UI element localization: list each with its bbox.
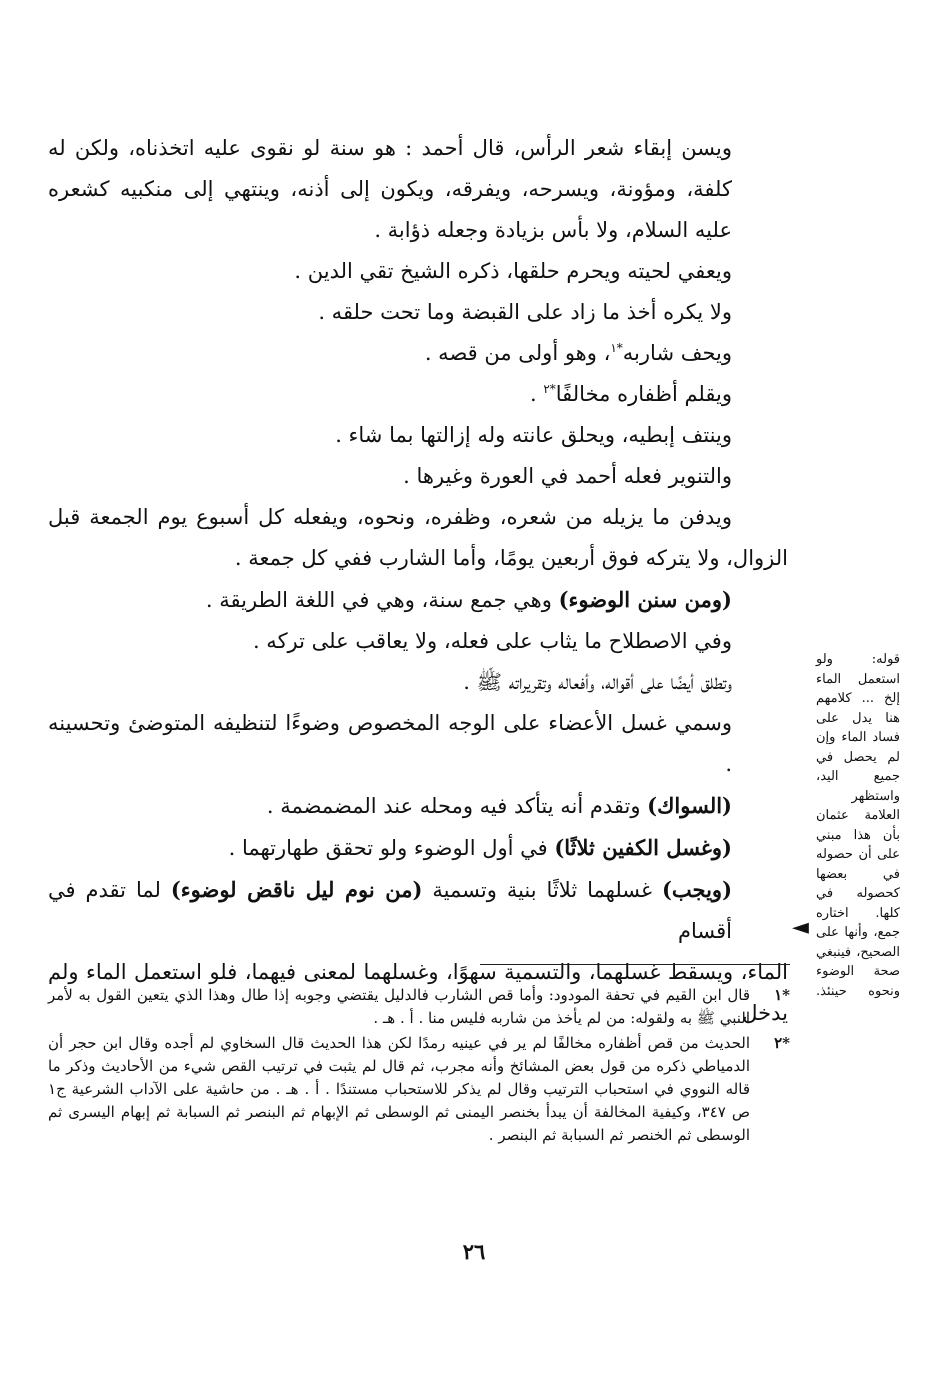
footnote-mark: *٢ [774,1034,790,1052]
paragraph-moustache: ويحف شاربه$^{*١}$، وهو أولى من قصه . [424,341,732,365]
paragraph-siwak: (السواك) وتقدم أنه يتأكد فيه ومحله عند المضمضمة . [266,793,732,818]
paragraph-sunan-heading: (ومن سنن الوضوء) وهي جمع سنة، وهي في اللغة الطريقة . [205,587,732,612]
footnote-divider [480,964,790,965]
margin-note: قوله: ولو استعمل الماء إلخ ... كلامهم هنا يدل على فساد الماء وإن لم يحصل في جميع اليد، واستظهر العلامة عثمان بأن هذا مبني على أن حصوله في بعضها كحصوله في كلها. اختاره جمع، وأنها على الصحيح، فينبغي صحة الوضوء ونحوه حينئذ. [816,652,900,999]
paragraph-beard: ويعفي لحيته ويحرم حلقها، ذكره الشيخ تقي الدين . [294,259,732,283]
page-number: ٢٦ [462,1239,486,1264]
footnotes [48,984,790,1149]
margin-arrow-icon: ◄ [792,915,809,940]
footnote-mark: *١ [774,986,790,1004]
paragraph-hair: ويسن إبقاء شعر الرأس، قال أحمد : هو سنة لو نقوى عليه اتخذناه، ولكن له كلفة، ومؤونة، ويسرحه، ويفرقه، ويكون إلى أذنه، وينتهي إلى منكبيه كشعره عليه السلام، ولا بأس بزيادة وجعله ذؤابة . [48,136,732,242]
footnote-ref-2: *٢ [543,382,556,396]
footnote-text: الحديث من قص أظفاره مخالفًا لم ير في عينيه رمدًا لكن هذا الحديث قال السخاوي لم أجده وقال ابن حجر أن الدمياطي ذكره من قول بعض المشائخ وأنه مجرب، ثم قال لم يثبت في ترتيب القص شيء من الأحاديث وذكر ما قاله النووي في استحباب الترتيب وقال لم يذكر للاستحباب مستندًا . أ . هـ . من حاشية على الآداب الشرعية ج١ ص ٣٤٧، وكيفية المخالفة أن يبدأ بخنصر اليمنى ثم الوسطى ثم الإبهام ثم البنصر ثم السبابة ثم إبهام اليسرى ثم الوسطى ثم الخنصر ثم السبابة ثم البنصر . [48,1034,750,1144]
main-text [48,128,788,1034]
footnote-ref-1: *١ [610,341,623,355]
footnote-2 [48,1032,790,1147]
paragraph-bury-line2: الزوال، ولا يتركه فوق أربعين يومًا، وأما الشارب ففي كل جمعة . [234,546,788,570]
paragraph-grip: ولا يكره أخذ ما زاد على القبضة وما تحت حلقه . [318,300,732,324]
paragraph-definition: وفي الاصطلاح ما يثاب على فعله، ولا يعاقب على تركه . [252,629,732,653]
paragraph-hands: (وغسل الكفين ثلاثًا) في أول الوضوء ولو تحقق طهارتهما . [228,835,732,860]
paragraph-tanweer: والتنوير فعله أحمد في العورة وغيرها . [403,464,732,488]
paragraph-wudu-name: وسمي غسل الأعضاء على الوجه المخصوص وضوءًا لتنظيفه المتوضئ وتحسينه . [48,711,732,776]
paragraph-wajib-line1: (ويجب) غسلهما ثلاثًا بنية وتسمية (من نوم ليل ناقض لوضوء) لما تقدم في أقسام [48,877,733,943]
paragraph-armpit: وينتف إبطيه، ويحلق عانته وله إزالتها بما شاء . [335,423,732,447]
paragraph-sayings: وتطلق أيضًا على أقواله، وأفعاله وتقريراته ﷺ . [463,670,732,694]
paragraph-bury-line1: ويدفن ما يزيله من شعره، وظفره، ونحوه، ويفعله كل أسبوع يوم الجمعة قبل [48,505,732,529]
paragraph-wajib-line2: الماء، ويسقط غسلهما، والتسمية سهوًا، وغسلهما لمعنى فيهما، فلو استعمل الماء ولم يدخل [48,960,788,1025]
paragraph-nails: ويقلم أظفاره مخالفًا$^{*٢}$ . [529,382,732,406]
footnote-1 [48,984,790,1030]
footnote-text: قال ابن القيم في تحفة المودود: وأما قص الشارب فالدليل يقتضي وجوبه إذا طال وهذا الذي يتعين القول به لأمر النبي ﷺ به ولقوله: من لم يأخذ من شاربه فليس منا . أ . هـ . [48,986,750,1027]
